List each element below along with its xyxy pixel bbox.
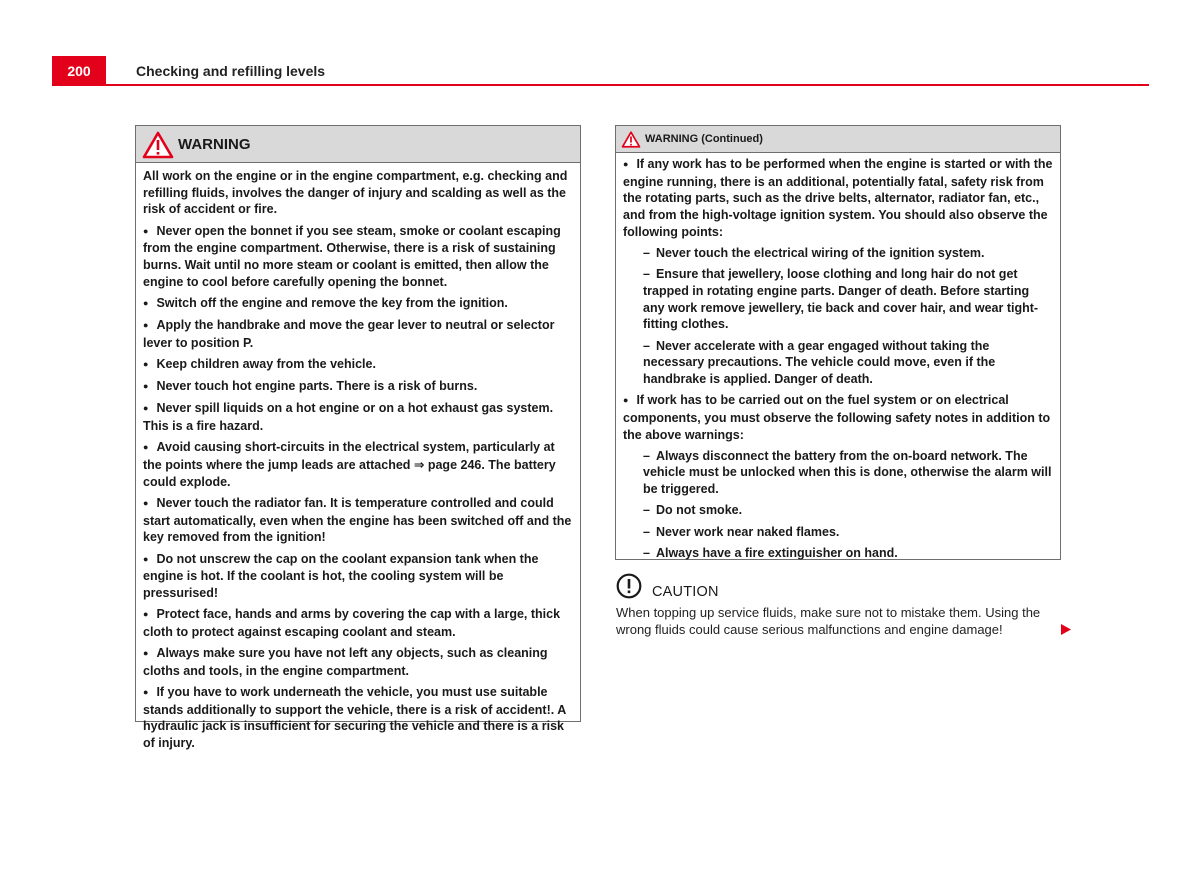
- warning-bullet: ● Never spill liquids on a hot engine or on a hot exhaust gas system. This is a fire hazard.: [143, 400, 573, 434]
- warning-continued-title: WARNING (Continued): [645, 133, 763, 145]
- page-header: [52, 56, 1149, 86]
- warning-sub-item: – Always disconnect the battery from the on-board network. The vehicle must be unlocked when this is done, otherwise the alarm will be triggered.: [623, 448, 1053, 498]
- continue-arrow-icon: [1061, 624, 1071, 635]
- caution-text: When topping up service fluids, make sure not to mistake them. Using the wrong fluids could cause serious malfunctions and engine damage!: [616, 605, 1041, 637]
- warning-triangle-icon: [142, 131, 174, 159]
- warning-bullet: ● If work has to be carried out on the fuel system or on electrical components, you must observe the following safety notes in addition to the above warnings:: [623, 392, 1053, 443]
- warning-sub-item: – Never accelerate with a gear engaged without taking the necessary precautions. The vehicle could move, even if the handbrake is applied. Danger of death.: [623, 338, 1053, 388]
- page-number: 200: [52, 56, 106, 86]
- warning-title: WARNING: [178, 136, 251, 153]
- warning-sub-item: – Never touch the electrical wiring of the ignition system.: [623, 245, 1053, 262]
- warning-bullet: ● Never touch hot engine parts. There is a risk of burns.: [143, 378, 573, 396]
- warning-box-header: [136, 126, 580, 163]
- warning-bullet: ● If any work has to be performed when the engine is started or with the engine running, there is an additional, potentially fatal, safety risk from the rotating parts, such as the drive belts, alternator, radiator fan, etc., and from the high-voltage ignition system. You should also observe the following points:: [623, 156, 1053, 241]
- warning-continued-header: [616, 126, 1060, 153]
- warning-bullet: ● Never touch the radiator fan. It is temperature controlled and could start automatically, even when the engine has been switched off and the key removed from the ignition!: [143, 495, 573, 546]
- warning-continued-box: [615, 125, 1061, 560]
- warning-sub-item: – Ensure that jewellery, loose clothing and long hair do not get trapped in rotating engine parts. Danger of death. Before starting any work remove jewellery, tie back and cover hair, and wear tight-fitting clothes.: [623, 266, 1053, 333]
- warning-bullet: ● Avoid causing short-circuits in the electrical system, particularly at the points where the jump leads are attached ⇒ page 246. The battery could explode.: [143, 439, 573, 490]
- caution-header: [616, 573, 816, 603]
- exclamation-circle-icon: [616, 573, 642, 599]
- warning-bullet: ● Keep children away from the vehicle.: [143, 356, 573, 374]
- warning-body: [136, 163, 580, 760]
- caution-title: CAUTION: [652, 584, 719, 600]
- warning-sub-item: – Always have a fire extinguisher on hand.: [623, 545, 1053, 562]
- warning-intro: All work on the engine or in the engine compartment, e.g. checking and refilling fluids, involves the danger of injury and scalding as well as the risk of accident or fire.: [143, 169, 568, 217]
- warning-sub-item: – Do not smoke.: [623, 502, 1053, 519]
- warning-bullet: ● Switch off the engine and remove the key from the ignition.: [143, 295, 573, 313]
- warning-bullet: ● Do not unscrew the cap on the coolant expansion tank when the engine is hot. If the coolant is hot, the cooling system will be pressurised!: [143, 551, 573, 602]
- warning-bullet: ● Always make sure you have not left any objects, such as cleaning cloths and tools, in the engine compartment.: [143, 645, 573, 679]
- warning-bullet: ● Never open the bonnet if you see steam, smoke or coolant escaping from the engine compartment. Otherwise, there is a risk of sustaining burns. Wait until no more steam or coolant is emitted, then allow the engine to cool before carefully opening the bonnet.: [143, 223, 573, 291]
- warning-bullet: ● Apply the handbrake and move the gear lever to neutral or selector lever to position P.: [143, 317, 573, 351]
- warning-bullet: ● If you have to work underneath the vehicle, you must use suitable stands additionally to support the vehicle, there is a risk of accident!. A hydraulic jack is insufficient for securing the vehicle and there is a risk of injury.: [143, 684, 573, 752]
- warning-triangle-icon: [621, 131, 641, 148]
- warning-box: [135, 125, 581, 751]
- warning-sub-item: – Never work near naked flames.: [623, 524, 1053, 541]
- warning-continued-body: [616, 153, 1060, 570]
- warning-bullet: ● Protect face, hands and arms by covering the cap with a large, thick cloth to protect against escaping coolant and steam.: [143, 606, 573, 640]
- section-title: Checking and refilling levels: [136, 63, 326, 79]
